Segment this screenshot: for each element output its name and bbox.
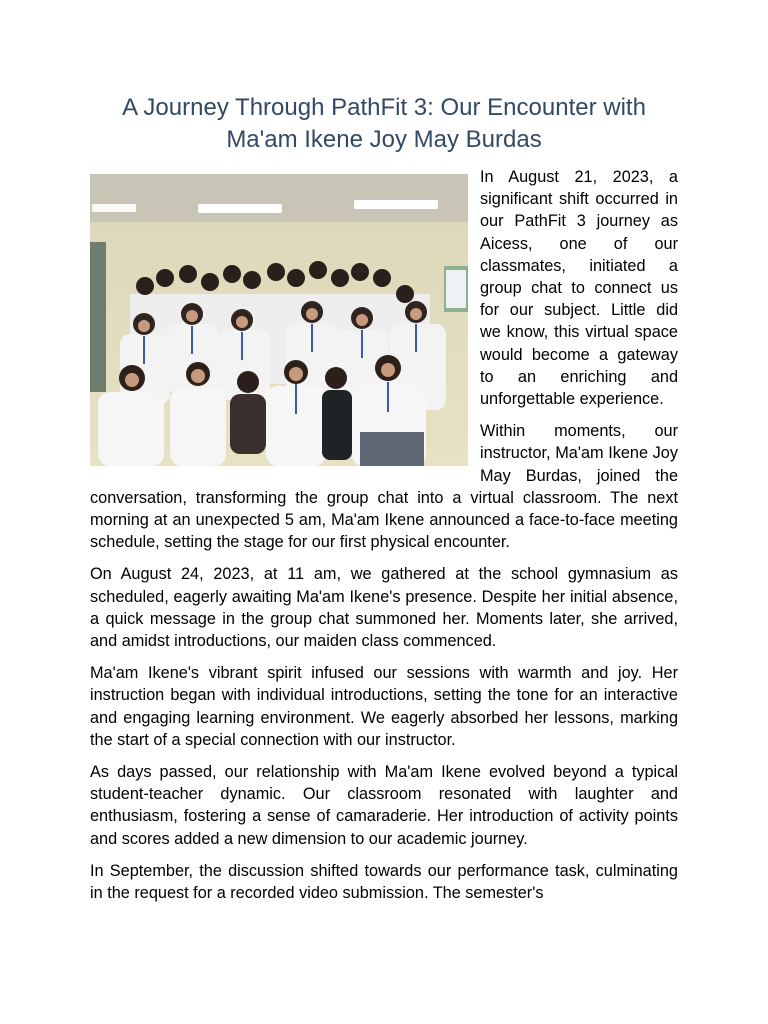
paragraph-5: As days passed, our relationship with Ma'am Ikene evolved beyond a typical student-teacher dynamic. Our classroom resonated with laughter and enthusiasm, fostering a sense of camaraderie. Her introduction of activity points and scores added a new dimension to our academic journey.	[90, 763, 678, 848]
article-body	[90, 166, 678, 914]
paragraph-1: In August 21, 2023, a significant shift occurred in our PathFit 3 journey as Aicess, one of our classmates, initiated a group chat to connect us for our subject. Little did we know, this virtual space would become a gateway to an enriching and unforgettable experience.	[480, 168, 678, 409]
paragraph-3: On August 24, 2023, at 11 am, we gathered at the school gymnasium as scheduled, eagerly awaiting Ma'am Ikene's presence. Despite her initial absence, a quick message in the group chat summoned her. Moments later, she arrived, and amidst introductions, our maiden class commenced.	[90, 565, 678, 651]
paragraph-4: Ma'am Ikene's vibrant spirit infused our sessions with warmth and joy. Her instruction began with individual introductions, setting the tone for an interactive and engaging learning environment. We eagerly absorbed her lessons, marking the start of a special connection with our instructor.	[90, 664, 678, 749]
paragraph-2: Within moments, our instructor, Ma'am Ikene Joy May Burdas, joined the conversation, transforming the group chat into a virtual classroom. The next morning at an unexpected 5 am, Ma'am Ikene announced a face-to-face meeting schedule, setting the stage for our first physical encounter.	[90, 422, 678, 552]
document-title: A Journey Through PathFit 3: Our Encounter with Ma'am Ikene Joy May Burdas	[122, 94, 646, 153]
photo-float-spacer	[90, 166, 468, 466]
paragraph-6: In September, the discussion shifted towards our performance task, culminating in the request for a recorded video submission. The semester's	[90, 861, 678, 903]
